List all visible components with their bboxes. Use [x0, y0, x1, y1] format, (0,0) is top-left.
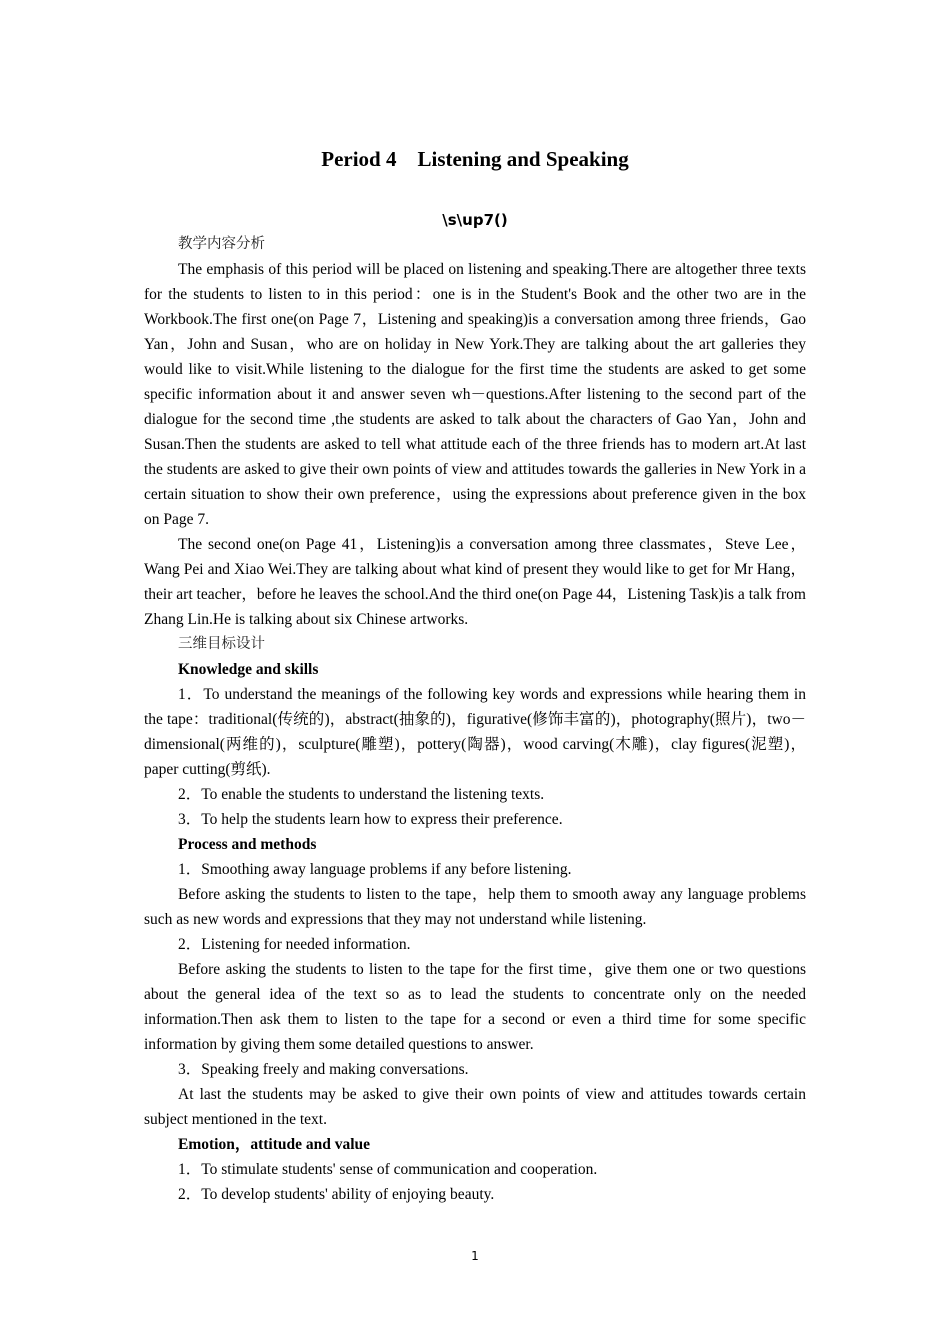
- list-item-process-2: 2．Listening for needed information.: [178, 936, 411, 953]
- list-item-knowledge-2: 2．To enable the students to understand the listening texts.: [178, 786, 545, 803]
- list-item-emotion-2: 2．To develop students' ability of enjoying beauty.: [178, 1186, 495, 1203]
- list-item-emotion-1: 1．To stimulate students' sense of communication and cooperation.: [178, 1161, 598, 1178]
- page-title: Period 4 Listening and Speaking: [321, 147, 629, 171]
- body-text: [144, 232, 806, 1207]
- paragraph-process-1-detail: Before asking the students to listen to the tape，help them to smooth away any language problems such as new words and expressions that they may not understand while listening.: [144, 886, 806, 928]
- section-heading-content-analysis: 教学内容分析: [178, 236, 265, 252]
- subheading-knowledge-skills: Knowledge and skills: [178, 661, 319, 678]
- subheading-process-methods: Process and methods: [178, 836, 317, 853]
- paragraph-second-text: The second one(on Page 41，Listening)is a conversation among three classmates，Steve Lee，Wang Pei and Xiao Wei.They are talking about what kind of present they would like to get for Mr Hang，their art teacher，before he leaves the school.And the third one(on Page 44，Listening Task)is a talk from Zhang Lin.He is talking about six Chinese artworks.: [144, 536, 806, 628]
- list-item-process-1: 1．Smoothing away language problems if any before listening.: [178, 861, 572, 878]
- subheading-emotion-attitude-value: Emotion，attitude and value: [178, 1136, 371, 1153]
- list-item-process-3: 3．Speaking freely and making conversations.: [178, 1061, 469, 1078]
- list-item-knowledge-3: 3．To help the students learn how to express their preference.: [178, 811, 563, 828]
- paragraph-intro: The emphasis of this period will be placed on listening and speaking.There are altogether three texts for the students to listen to in this period：one is in the Student's Book and the other two are in the Workbook.The first one(on Page 7，Listening and speaking)is a conversation among three friends，Gao Yan，John and Susan，who are on holiday in New York.They are talking about the art galleries they would like to visit.While listening to the dialogue for the first time the students are asked to get some specific information about it and answer seven wh－questions.After listening to the second part of the dialogue for the second time ,the students are asked to talk about the characters of Gao Yan，John and Susan.Then the students are asked to tell what attitude each of the three friends has to modern art.At last the students are asked to give their own points of view and attitudes towards the galleries in New York in a certain situation to show their own preference，using the expressions about preference given in the box on Page 7.: [144, 261, 806, 528]
- page-number: 1: [471, 1249, 479, 1263]
- paragraph-process-2-detail: Before asking the students to listen to the tape for the first time，give them one or two questions about the general idea of the text so as to lead the students to concentrate only on the needed information.Then ask them to listen to the tape for a second or even a third time for some specific information by giving them some detailed questions to answer.: [144, 961, 806, 1053]
- section-heading-objectives: 三维目标设计: [178, 636, 265, 652]
- list-item-knowledge-1: 1．To understand the meanings of the following key words and expressions while hearing them in the tape：traditional(传统的)，abstract(抽象的)，figurative(修饰丰富的)，photography(照片)，two－dimensional(两维的)，sculpture(雕塑)，pottery(陶器)，wood carving(木雕)，clay figures(泥塑)，paper cutting(剪纸).: [144, 686, 806, 778]
- paragraph-process-3-detail: At last the students may be asked to give their own points of view and attitudes towards certain subject mentioned in the text.: [144, 1086, 806, 1128]
- field-code-line: \s\up7(): [442, 211, 508, 229]
